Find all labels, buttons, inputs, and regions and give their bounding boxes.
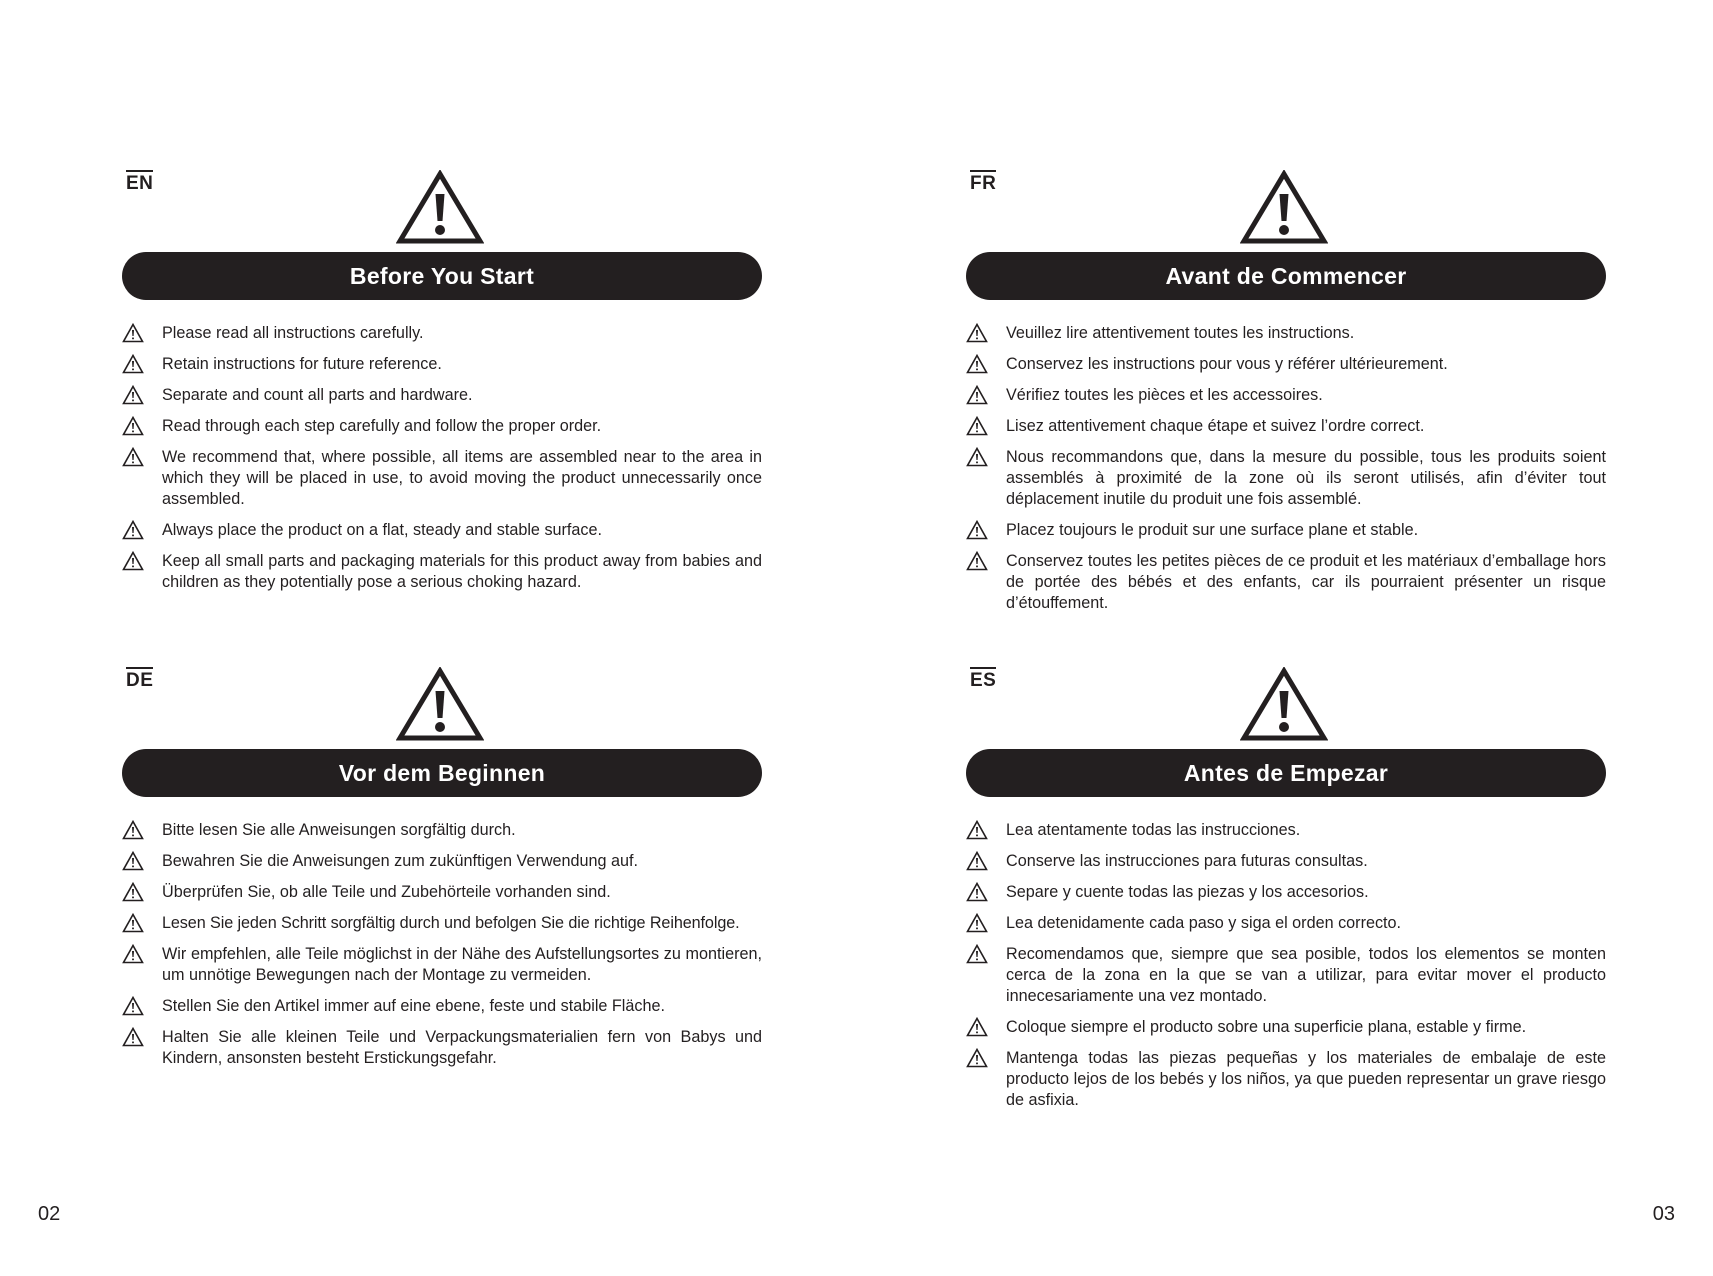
warning-triangle-icon [122,913,144,933]
list-item [966,913,1606,934]
list-item [966,882,1606,903]
language-code: ES [970,667,996,691]
list-item [122,944,762,986]
language-code: DE [126,667,153,691]
warning-triangle-icon [122,820,144,840]
instruction-text: Placez toujours le produit sur une surface plane et stable. [1006,521,1419,539]
instruction-text: Lea atentamente todas las instrucciones. [1006,821,1301,839]
list-item [122,416,762,437]
list-item [966,520,1606,541]
section-title-banner: Avant de Commencer [966,252,1606,300]
warning-triangle-icon [966,820,988,840]
instruction-list [122,323,762,603]
warning-triangle-icon [966,944,988,964]
language-code: FR [970,170,996,194]
instruction-text: Lisez attentivement chaque étape et suivez l’ordre correct. [1006,417,1425,435]
warning-triangle-icon [966,851,988,871]
language-code: EN [126,170,153,194]
instruction-text: Lesen Sie jeden Schritt sorgfältig durch und befolgen Sie die richtige Reihenfolge. [162,914,740,932]
instruction-text: Please read all instructions carefully. [162,324,424,342]
section-title-banner: Vor dem Beginnen [122,749,762,797]
list-item [966,385,1606,406]
instruction-text: Separe y cuente todas las piezas y los accesorios. [1006,883,1369,901]
instruction-text: Lea detenidamente cada paso y siga el orden correcto. [1006,914,1402,932]
warning-triangle-icon [122,354,144,374]
instruction-list [966,820,1606,1121]
list-item [966,447,1606,510]
list-item [122,354,762,375]
list-item [122,551,762,593]
list-item [122,447,762,510]
page-number-left: 02 [38,1203,61,1225]
warning-triangle-icon [966,1017,988,1037]
instruction-text: Keep all small parts and packaging materials for this product away from babies and children as they potentially pose a serious choking hazard. [162,552,762,591]
list-item [122,820,762,841]
list-item [966,323,1606,344]
instruction-text: We recommend that, where possible, all items are assembled near to the area in which they will be placed in use, to avoid moving the product unnecessarily once assembled. [162,448,762,508]
instruction-list [966,323,1606,624]
list-item [122,1027,762,1069]
list-item [122,996,762,1017]
list-item [122,882,762,903]
instruction-list [122,820,762,1079]
section-title-banner: Before You Start [122,252,762,300]
list-item [966,944,1606,1007]
warning-triangle-icon [966,416,988,436]
warning-triangle-icon [396,667,484,743]
warning-triangle-icon [122,323,144,343]
list-item [966,551,1606,614]
warning-triangle-icon [122,520,144,540]
list-item [966,354,1606,375]
instruction-text: Retain instructions for future reference. [162,355,442,373]
warning-triangle-icon [966,323,988,343]
list-item [122,520,762,541]
warning-triangle-icon [122,851,144,871]
warning-triangle-icon [966,385,988,405]
instruction-text: Read through each step carefully and follow the proper order. [162,417,602,435]
instruction-text: Veuillez lire attentivement toutes les instructions. [1006,324,1355,342]
warning-triangle-icon [122,882,144,902]
warning-triangle-icon [122,447,144,467]
list-item [966,820,1606,841]
instruction-text: Vérifiez toutes les pièces et les accessoires. [1006,386,1323,404]
list-item [966,1017,1606,1038]
instruction-text: Conservez les instructions pour vous y référer ultérieurement. [1006,355,1448,373]
warning-triangle-icon [396,170,484,246]
instruction-text: Mantenga todas las piezas pequeñas y los materiales de embalaje de este producto lejos de los bebés y los niños, ya que pueden representar un grave riesgo de asfixia. [1006,1049,1606,1109]
list-item [122,851,762,872]
warning-triangle-icon [122,996,144,1016]
instruction-text: Nous recommandons que, dans la mesure du possible, tous les produits soient assemblés à proximité de la zone où ils seront utilisés, afin d’éviter tout déplacement inutile du produit une fois assemblé. [1006,448,1606,508]
page-number-right: 03 [1652,1203,1675,1225]
instruction-text: Conservez toutes les petites pièces de ce produit et les matériaux d’emballage hors de portée des bébés et des enfants, car ils pourraient présenter un risque d’étouffement. [1006,552,1606,612]
warning-triangle-icon [122,416,144,436]
warning-triangle-icon [966,913,988,933]
instruction-text: Coloque siempre el producto sobre una superficie plana, estable y firme. [1006,1018,1527,1036]
instruction-text: Conserve las instrucciones para futuras consultas. [1006,852,1368,870]
warning-triangle-icon [122,385,144,405]
list-item [966,1048,1606,1111]
warning-triangle-icon [122,944,144,964]
warning-triangle-icon [966,551,988,571]
list-item [122,913,762,934]
instruction-text: Always place the product on a flat, steady and stable surface. [162,521,603,539]
instruction-text: Separate and count all parts and hardware. [162,386,473,404]
warning-triangle-icon [966,447,988,467]
warning-triangle-icon [122,551,144,571]
warning-triangle-icon [966,354,988,374]
instruction-text: Bitte lesen Sie alle Anweisungen sorgfältig durch. [162,821,516,839]
warning-triangle-icon [122,1027,144,1047]
warning-triangle-icon [1240,667,1328,743]
warning-triangle-icon [1240,170,1328,246]
warning-triangle-icon [966,520,988,540]
list-item [122,385,762,406]
instruction-text: Recomendamos que, siempre que sea posible, todos los elementos se monten cerca de la zona en la que se van a utilizar, para evitar mover el producto innecesariamente una vez montado. [1006,945,1606,1005]
instruction-text: Halten Sie alle kleinen Teile und Verpackungsmaterialien fern von Babys und Kindern, ansonsten besteht Erstickungsgefahr. [162,1028,762,1067]
list-item [122,323,762,344]
warning-triangle-icon [966,882,988,902]
instruction-text: Stellen Sie den Artikel immer auf eine ebene, feste und stabile Fläche. [162,997,666,1015]
list-item [966,416,1606,437]
instruction-text: Überprüfen Sie, ob alle Teile und Zubehörteile vorhanden sind. [162,883,611,901]
instruction-text: Wir empfehlen, alle Teile möglichst in der Nähe des Aufstellungsortes zu montieren, um unnötige Bewegungen nach der Montage zu vermeiden. [162,945,762,984]
section-title-banner: Antes de Empezar [966,749,1606,797]
instruction-text: Bewahren Sie die Anweisungen zum zukünftigen Verwendung auf. [162,852,639,870]
list-item [966,851,1606,872]
warning-triangle-icon [966,1048,988,1068]
